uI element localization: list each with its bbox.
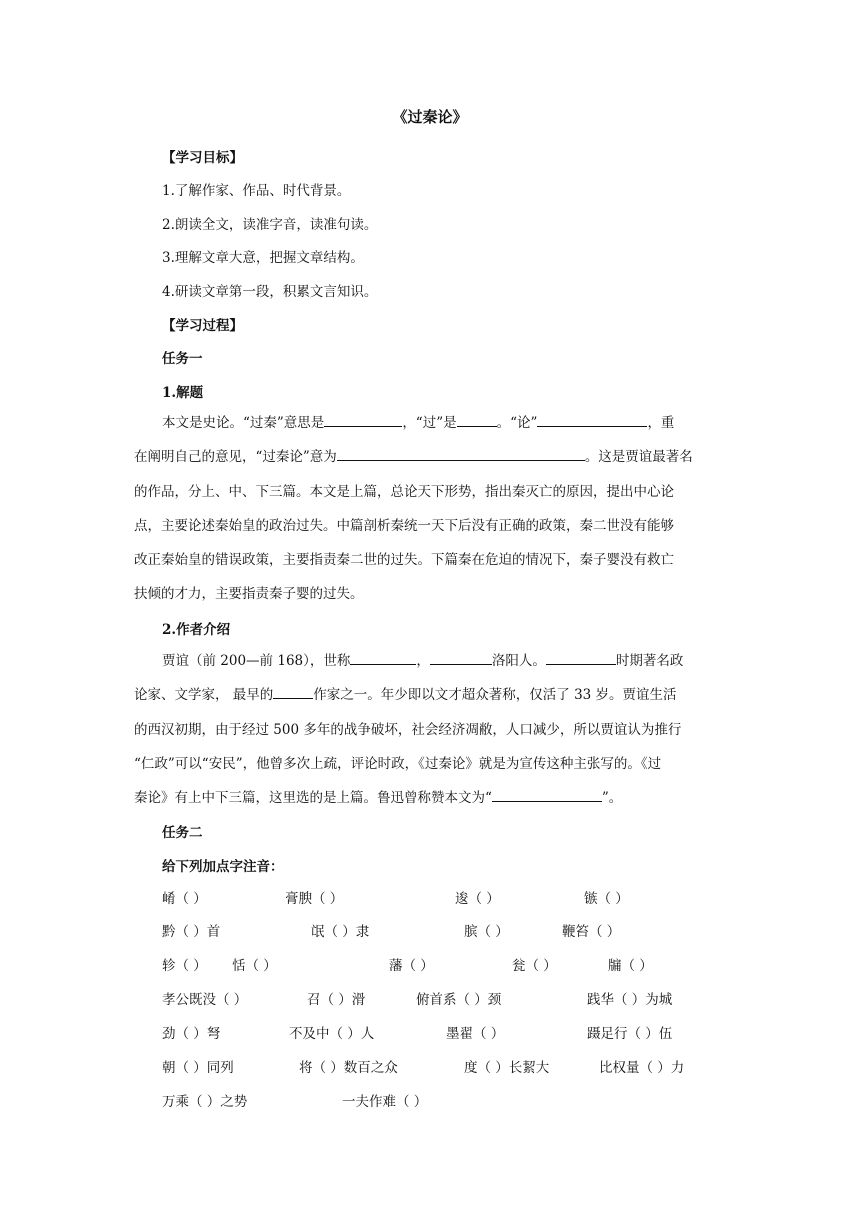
pronunciation-item[interactable]: 一夫作难（ ） — [342, 1094, 428, 1110]
pronunciation-item[interactable]: 膑（ ） — [464, 924, 509, 940]
paragraph-line: 的西汉初期，由于经过 500 多年的战争破坏，社会经济凋敝，人口减少，所以贾谊认为推行 — [134, 721, 682, 738]
pronunciation-item[interactable]: 崤（ ） — [162, 891, 207, 907]
pronunciation-item[interactable]: 鞭笞（ ） — [562, 924, 621, 940]
pronunciation-item[interactable]: 朝（ ）同列 — [162, 1060, 234, 1076]
section-heading-author: 2.作者介绍 — [162, 622, 231, 638]
pronunciation-item[interactable]: 俯首系（ ）颈 — [416, 992, 502, 1008]
pronunciation-item[interactable]: 不及中（ ）人 — [289, 1026, 375, 1042]
fill-blank[interactable] — [492, 786, 602, 802]
pronunciation-item[interactable]: 劲（ ）弩 — [162, 1026, 221, 1042]
task2-heading: 任务二 — [162, 825, 203, 841]
paragraph-line: 改正秦始皇的错误政策，主要指责秦二世的过失。下篇秦在危迫的情况下，秦子婴没有救亡 — [134, 552, 674, 569]
objective-item: 3.理解文章大意，把握文章结构。 — [162, 250, 364, 266]
fill-blank[interactable] — [430, 649, 492, 665]
section-heading-title-explanation: 1.解题 — [162, 385, 204, 401]
paragraph-line: 扶倾的才力，主要指责秦子婴的过失。 — [134, 586, 364, 603]
pronunciation-item[interactable]: 轸（ ） — [162, 958, 207, 974]
pronunciation-item[interactable]: 蹑足行（ ）伍 — [587, 1026, 673, 1042]
task2-instruction: 给下列加点字注音： — [162, 859, 284, 875]
process-heading: 【学习过程】 — [162, 318, 243, 334]
objective-item: 1.了解作家、作品、时代背景。 — [162, 183, 351, 199]
paragraph-line: 本文是史论。“过秦”意思是 ，“过”是 。“论” ，重 — [134, 406, 730, 440]
paragraph-line: 秦论》有上中下三篇，这里选的是上篇。鲁迅曾称赞本文为“ ”。 — [134, 781, 730, 815]
pronunciation-item[interactable]: 氓（ ）隶 — [311, 924, 370, 940]
pronunciation-item[interactable]: 将（ ）数百之众 — [299, 1060, 398, 1076]
paragraph-line: 的作品，分上、中、下三篇。本文是上篇，总论天下形势，指出秦灭亡的原因，提出中心论 — [134, 483, 674, 500]
author-paragraph — [134, 644, 730, 815]
title-explanation-paragraph — [134, 406, 730, 612]
pronunciation-item[interactable]: 孝公既没（ ） — [162, 992, 248, 1008]
pronunciation-item[interactable]: 牖（ ） — [608, 958, 653, 974]
paragraph-line: “仁政”可以“安民”，他曾多次上疏，评论时政，《过秦论》就是为宣传这种主张写的。《过 — [134, 755, 662, 772]
pronunciation-item[interactable]: 墨翟（ ） — [446, 1026, 505, 1042]
paragraph-line: 论家、文学家， 最早的 作家之一。年少即以文才超众著称，仅活了 33 岁。贾谊生活 — [134, 678, 730, 712]
fill-blank[interactable] — [546, 649, 616, 665]
fill-blank[interactable] — [457, 411, 497, 427]
fill-blank[interactable] — [273, 683, 313, 699]
task1-heading: 任务一 — [162, 351, 203, 367]
pronunciation-item[interactable]: 万乘（ ）之势 — [162, 1094, 248, 1110]
pronunciation-item[interactable]: 恬（ ） — [232, 958, 277, 974]
pronunciation-item[interactable]: 镞（ ） — [584, 891, 629, 907]
pronunciation-item[interactable]: 瓮（ ） — [512, 958, 557, 974]
document-title: 《过秦论》 — [392, 108, 468, 126]
objective-item: 2.朗读全文，读准字音，读准句读。 — [162, 217, 378, 233]
fill-blank[interactable] — [537, 411, 647, 427]
paragraph-line: 点，主要论述秦始皇的政治过失。中篇剖析秦统一天下后没有正确的政策，秦二世没有能够 — [134, 517, 674, 534]
pronunciation-item[interactable]: 藩（ ） — [389, 958, 434, 974]
pronunciation-item[interactable]: 逡（ ） — [455, 891, 500, 907]
paragraph-line: 贾谊（前 200—前 168），世称 ， 洛阳人。 时期著名政 — [134, 644, 730, 678]
pronunciation-item[interactable]: 黔（ ）首 — [162, 924, 221, 940]
objective-item: 4.研读文章第一段，积累文言知识。 — [162, 284, 378, 300]
fill-blank[interactable] — [324, 411, 402, 427]
pronunciation-item[interactable]: 践华（ ）为城 — [587, 992, 673, 1008]
objectives-heading: 【学习目标】 — [162, 150, 243, 166]
pronunciation-item[interactable]: 比权量（ ）力 — [599, 1060, 685, 1076]
pronunciation-item[interactable]: 膏腴（ ） — [285, 891, 344, 907]
fill-blank[interactable] — [350, 649, 416, 665]
paragraph-line: 在阐明自己的意见，“过秦论”意为 。这是贾谊最著名 — [134, 440, 730, 474]
pronunciation-item[interactable]: 召（ ）滑 — [307, 992, 366, 1008]
pronunciation-item[interactable]: 度（ ）长絜大 — [464, 1060, 550, 1076]
fill-blank[interactable] — [337, 445, 585, 461]
